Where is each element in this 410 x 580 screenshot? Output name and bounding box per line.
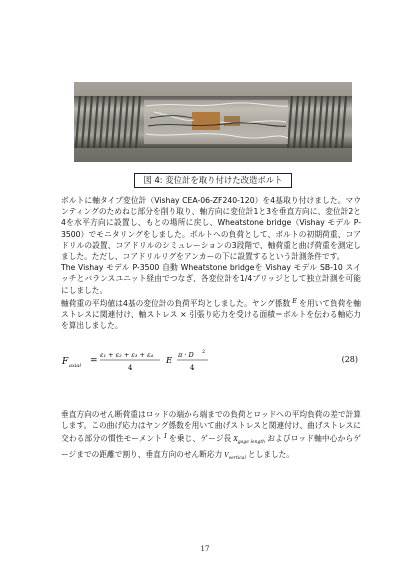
symbol-V [224,452,246,459]
paragraph-3-part1: 軸荷重の平均値は4基の変位計の負荷平均としました。ヤング係数 [61,298,291,308]
eq-mid: E [166,356,173,366]
equation-28 [60,340,360,380]
symbol-V-sub: vertical [228,455,246,461]
eq-equals: = [90,356,98,366]
eq-frac2-num: π · D [178,351,194,359]
bolt-photo-illustration [74,82,352,162]
paragraph-3-part2: を用いて負荷を軸ストレスに関連付け、軸ストレス × 引張り応力を受ける面積＝ボルトを伝わる軸応力を算出しました。 [61,298,361,331]
paragraph-4-part4: としました。 [247,449,295,459]
eq-lhs: F [62,357,69,367]
symbol-X [233,436,266,446]
figure-caption-wrapper [74,168,352,188]
paragraph-3 [61,296,361,332]
paragraph-4 [61,409,361,464]
eq-lhs-sub: axial [69,363,81,369]
equation-number: (28) [341,355,358,364]
symbol-X-sub: gage length [237,440,266,446]
paragraph-4-part1: 垂直方向のせん断荷重はロッドの端から端までの負荷とロッドへの平均負荷の差で計算します。この曲げ応力はヤング係数を用いて曲げストレスと関連付け、曲げストレスに交わる部分の慣性モーメント [61,410,361,444]
equation-formula [60,340,340,380]
eq-frac2-den: 4 [190,364,195,372]
figure-caption: 図 4: 変位計を取り付けた改造ボルト [134,173,291,188]
symbol-V-main: V [224,451,229,459]
paragraph-4-part3: およびロッド軸中心からゲージまでの距離で割り、垂直方向のせん断応力 [61,434,361,459]
eq-frac1-num: ε₁ + ε₂ + ε₃ + ε₄ [100,351,154,359]
body-text-top [61,195,361,331]
symbol-I: I [164,432,167,441]
paragraph-2: The Vishay モデル P-3500 自動 Wheatstone bridgeを Vishay モデル SB-10 スイッチとバランスユニット経由でつなぎ、各変位計を1/4ブリッジとして独立計測を可能にしました。 [61,263,361,295]
page-number: 17 [200,545,210,553]
eq-frac2-sup: 2 [202,349,206,355]
paragraph-4-part2: を乗じ、ゲージ長 [168,434,232,444]
body-text-bottom [61,409,361,464]
symbol-E: E [292,296,298,305]
figure-photo-modified-bolt [74,82,352,162]
symbol-X-main: X [233,436,238,444]
eq-frac1-den: 4 [128,364,133,372]
paragraph-1: ボルトに軸タイプ変位計（Vishay CEA-06-ZF240-120）を4基取り付けました。マウンティングのためねじ部分を削り取り、軸方向に変位計1と3を垂直方向に、変位計2と4を水平方向に設置し、もとの場所に戻し、Wheatstone bridge（Vishay モデル P-3500）でモニタリングをしました。ボルトへの負荷として、ボルトの初期荷重、コアドリルの設置、コアドリルのシミュレーションの3段階で、軸荷重と曲げ荷重を測定しました。ただし、コアドリルリグをアンカーの下に設置するという計測条件です。 [61,196,361,262]
